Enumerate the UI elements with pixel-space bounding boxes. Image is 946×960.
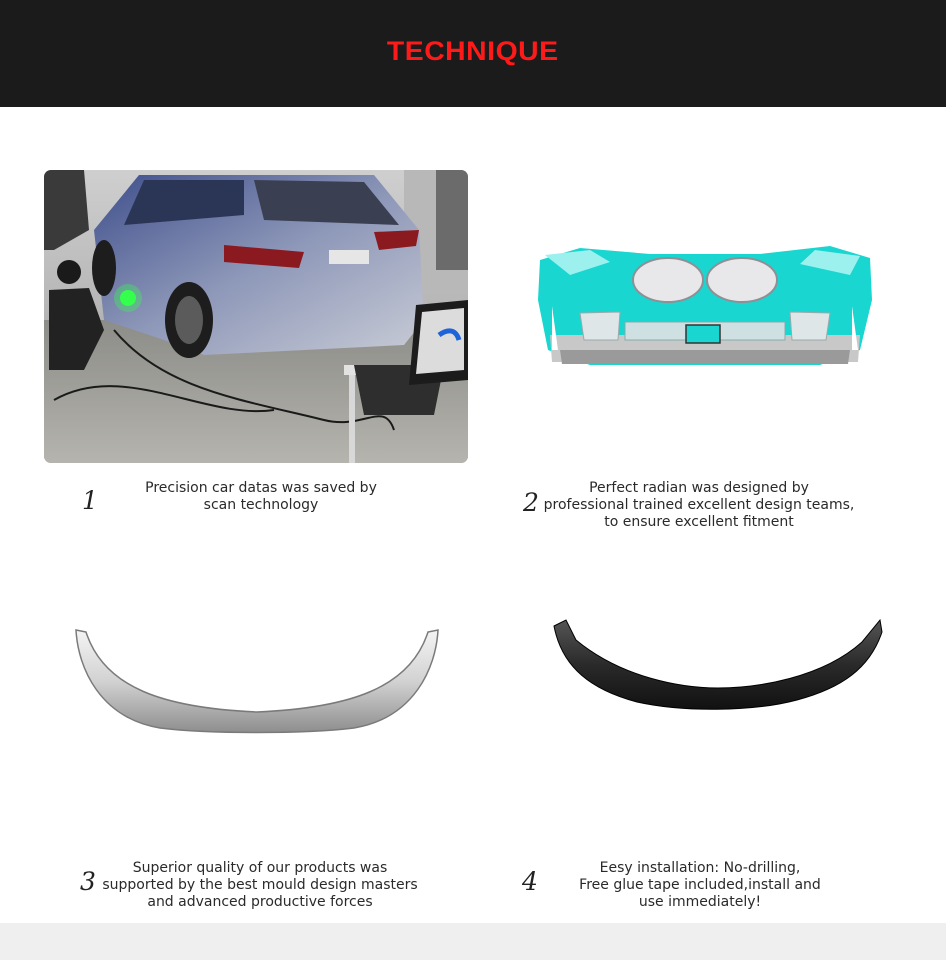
caption-line: professional trained excellent design teams,: [543, 497, 855, 513]
bumper-scan-model-image: [530, 240, 880, 380]
header-bar: [0, 0, 946, 107]
caption-line: use immediately!: [638, 894, 762, 910]
step-caption-3: [95, 860, 425, 911]
step-number-3: 3: [80, 867, 96, 896]
silver-lip-spoiler-image: [74, 628, 440, 738]
caption-line: Free glue tape included,install and: [579, 877, 821, 893]
caption-line: Perfect radian was designed by: [589, 480, 809, 496]
caption-line: Precision car datas was saved by: [145, 480, 377, 496]
step-number-2: 2: [523, 488, 539, 517]
step-caption-1: [125, 480, 397, 514]
caption-line: supported by the best mould design masters: [102, 877, 418, 893]
caption-line: Eesy installation: No-drilling,: [599, 860, 801, 876]
page-title: TECHNIQUE: [387, 36, 559, 66]
car-scanning-photo: [44, 170, 468, 463]
step-number-1: 1: [82, 486, 98, 515]
caption-line: and advanced productive forces: [147, 894, 373, 910]
caption-line: scan technology: [203, 497, 319, 513]
step-caption-2: [538, 480, 860, 531]
caption-line: Superior quality of our products was: [132, 860, 388, 876]
step-caption-4: [560, 860, 840, 911]
footer-band: [0, 923, 946, 960]
black-lip-spoiler-image: [552, 618, 884, 718]
step-number-4: 4: [522, 867, 538, 896]
caption-line: to ensure excellent fitment: [604, 514, 794, 530]
